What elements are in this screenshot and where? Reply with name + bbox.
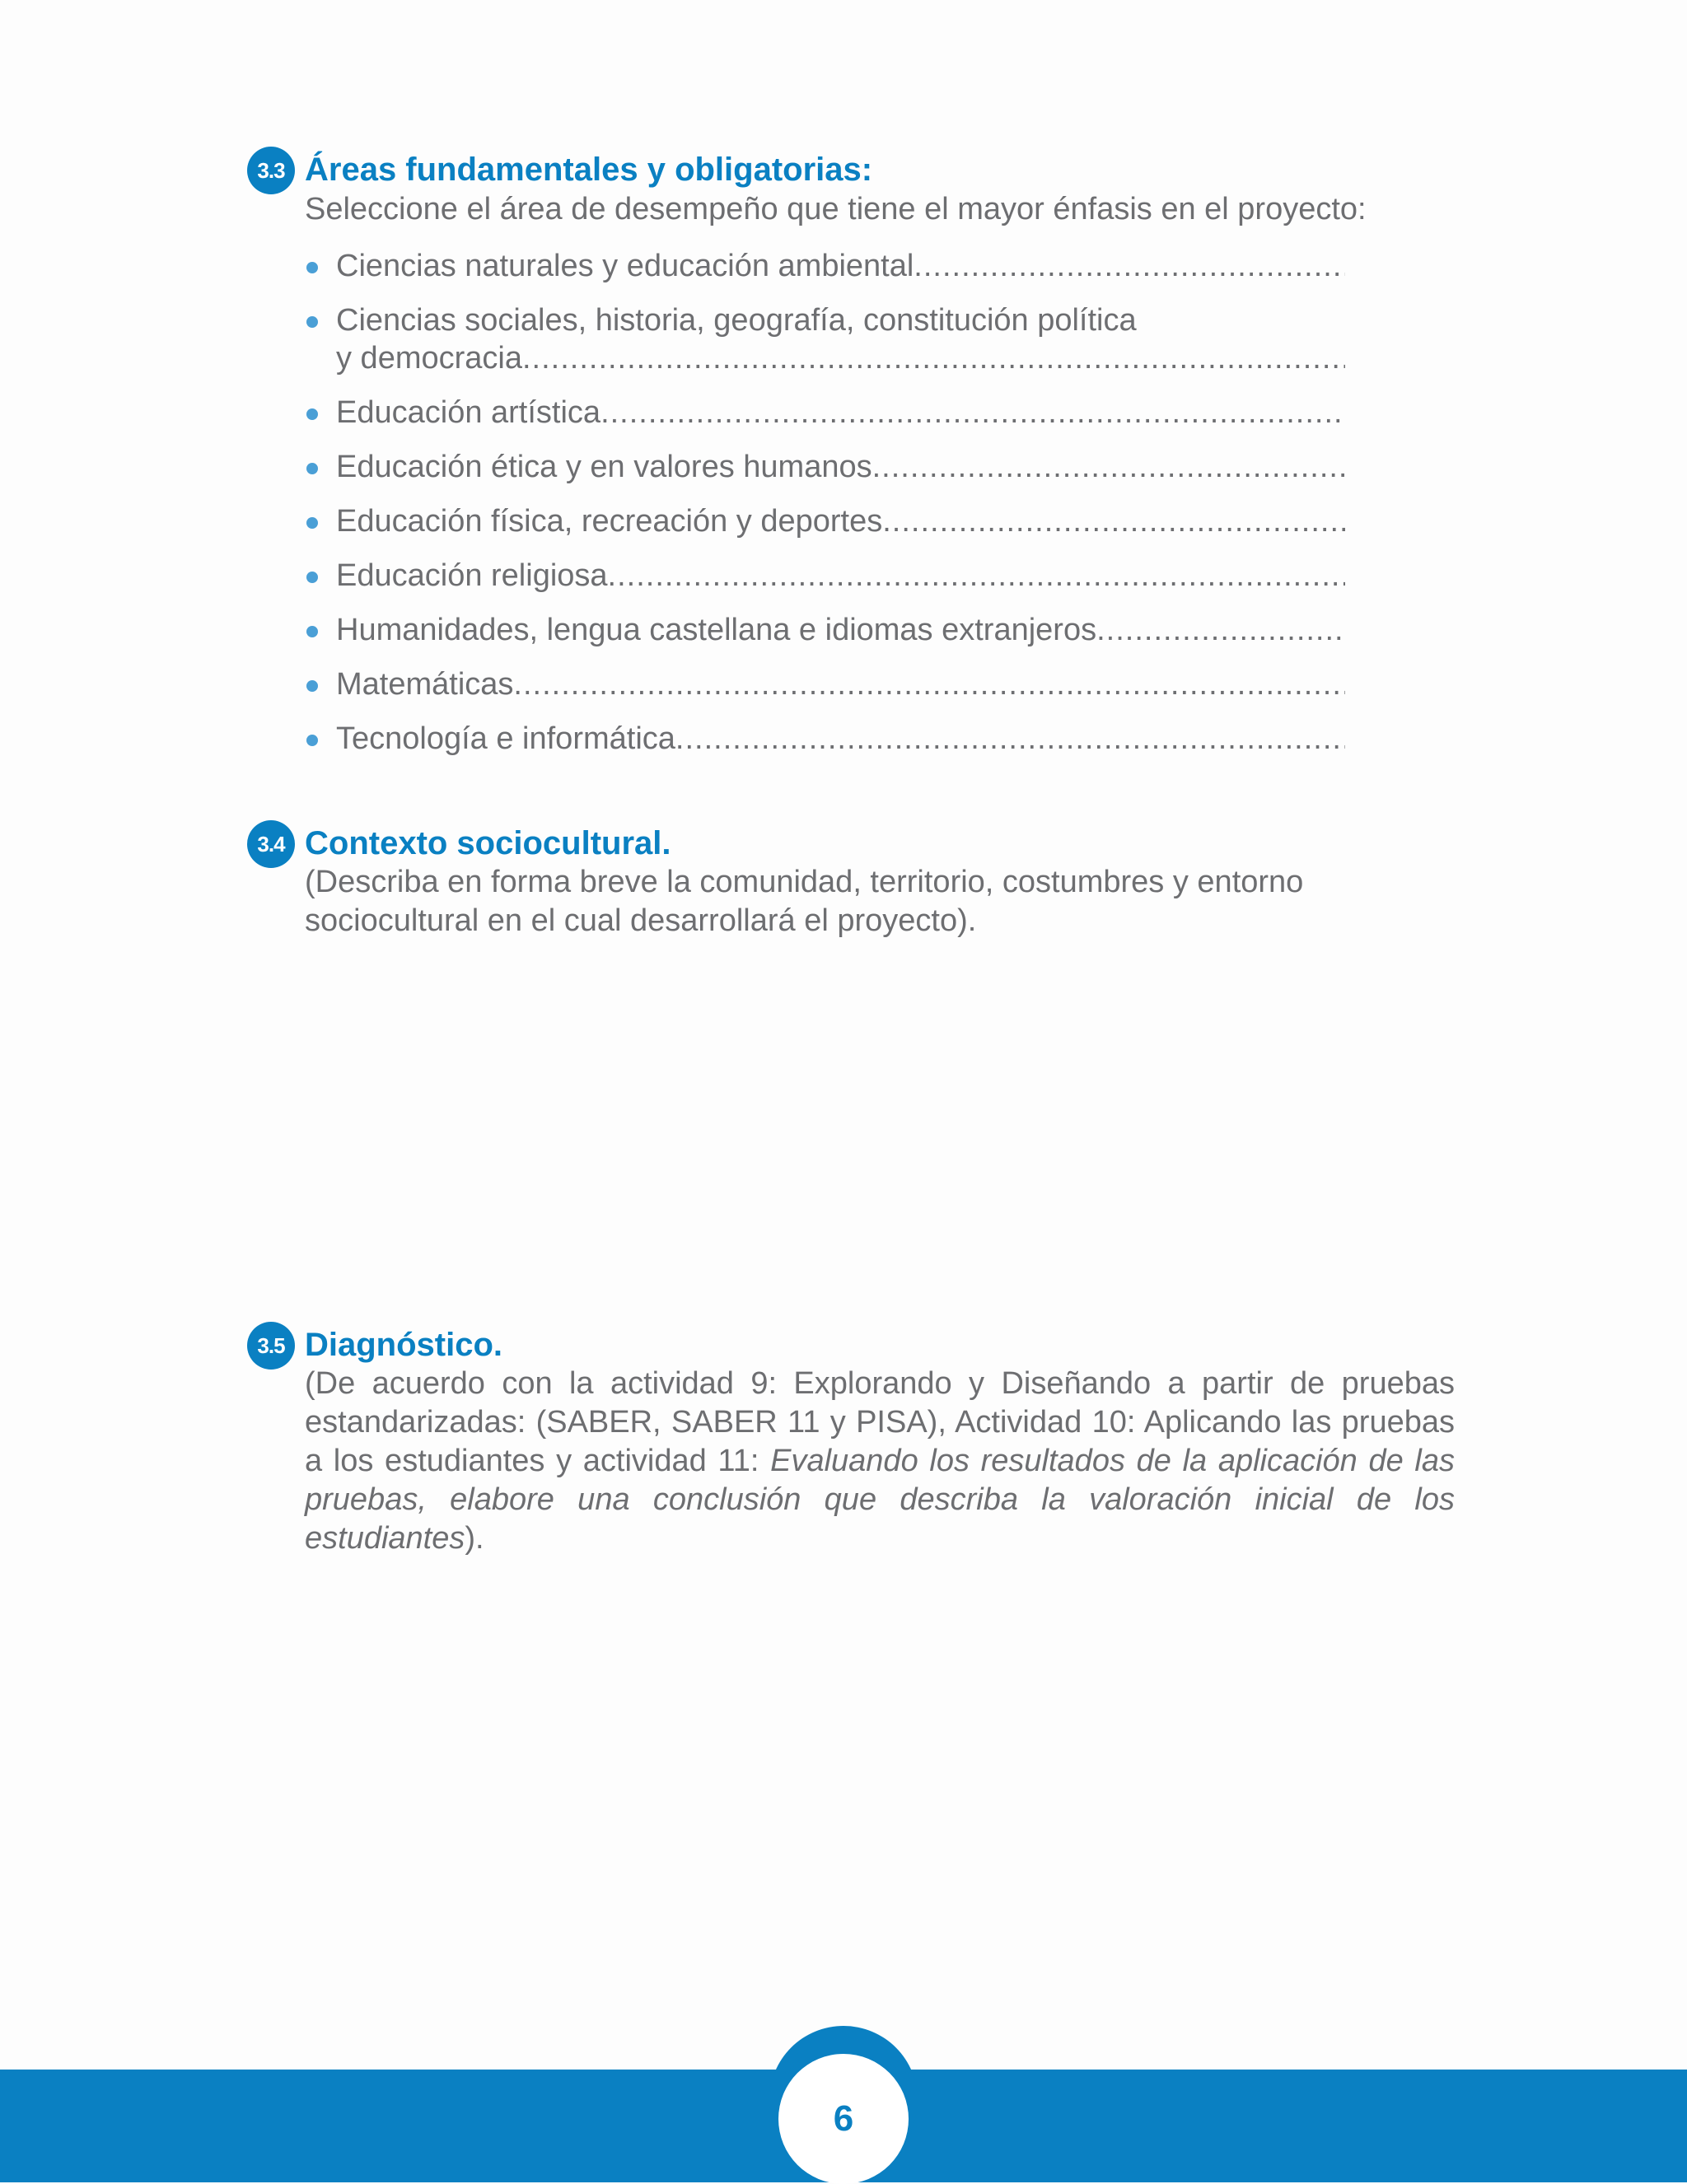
section-header-areas — [247, 150, 1455, 189]
bullet-icon — [306, 680, 318, 692]
item-label: Humanidades, lengua castellana e idiomas extranjeros — [336, 613, 1097, 647]
section-diagnostico — [247, 1325, 1455, 1558]
bullet-icon — [306, 626, 318, 637]
dot-leader — [882, 502, 1345, 540]
body-text-italic: Evaluando los resultados de la aplicación de las pruebas, elabore una conclusión que describa la valoración inicial de los estudiantes — [305, 1444, 1456, 1556]
item-label: Ciencias sociales, historia, geografía, constitución política — [336, 303, 1137, 338]
areas-list — [247, 247, 1455, 758]
dot-leader — [872, 448, 1345, 486]
bullet-icon — [306, 517, 318, 529]
body-text: (De acuerdo con la actividad 9: Explorando y Diseñando a partir de pruebas estandarizadas: (SABER, SABER 11 y PISA), Actividad 10: Aplicando las pruebas a los estudiantes y actividad 11: — [305, 1366, 1455, 1478]
list-item[interactable] — [305, 720, 1345, 758]
bullet-icon — [306, 262, 318, 273]
item-label: Educación ética y en valores humanos — [336, 450, 872, 484]
section-header-diagnostico — [247, 1325, 1455, 1365]
item-label: Tecnología e informática — [336, 721, 675, 756]
list-item[interactable] — [305, 394, 1345, 432]
section-title: Áreas fundamentales y obligatorias: — [305, 152, 873, 188]
list-item[interactable] — [305, 611, 1345, 649]
bullet-icon — [306, 735, 318, 746]
item-label: Ciencias naturales y educación ambiental — [336, 249, 914, 283]
list-item[interactable] — [305, 301, 1345, 377]
bullet-icon — [306, 572, 318, 583]
section-intro: Seleccione el área de desempeño que tiene el mayor énfasis en el proyecto: — [305, 192, 1367, 226]
dot-leader — [608, 557, 1345, 595]
section-title: Contexto sociocultural. — [305, 825, 671, 861]
section-number-badge: 3.3 — [247, 147, 295, 194]
section-title: Diagnóstico. — [305, 1327, 503, 1363]
item-label: Matemáticas — [336, 667, 514, 702]
dot-leader — [600, 394, 1345, 432]
section-header-contexto — [247, 824, 1455, 863]
bullet-icon — [306, 463, 318, 474]
list-item[interactable] — [305, 665, 1345, 703]
dot-leader — [675, 720, 1345, 758]
section-number-badge: 3.4 — [247, 820, 295, 868]
list-item[interactable] — [305, 502, 1345, 540]
dot-leader — [513, 665, 1345, 703]
section-body — [305, 1365, 1455, 1558]
bullet-icon — [306, 408, 318, 420]
section-number-badge: 3.5 — [247, 1322, 295, 1370]
list-item[interactable] — [305, 557, 1345, 595]
dot-leader — [522, 339, 1345, 377]
list-item[interactable] — [305, 247, 1345, 285]
dot-leader — [914, 247, 1345, 285]
item-label: Educación física, recreación y deportes — [336, 504, 883, 539]
body-text-end: ). — [465, 1521, 484, 1556]
list-item[interactable] — [305, 448, 1345, 486]
section-contexto — [247, 824, 1455, 940]
bullet-icon — [306, 316, 318, 328]
item-label: Educación artística — [336, 395, 601, 430]
section-body: (Describa en forma breve la comunidad, territorio, costumbres y entorno sociocultural en el cual desarrollará el proyecto). — [305, 865, 1304, 938]
section-areas — [247, 150, 1455, 774]
dot-leader — [1096, 611, 1345, 649]
page-number: 6 — [778, 2054, 909, 2184]
item-label: Educación religiosa — [336, 558, 608, 593]
item-label-continued: y democracia — [336, 341, 522, 376]
